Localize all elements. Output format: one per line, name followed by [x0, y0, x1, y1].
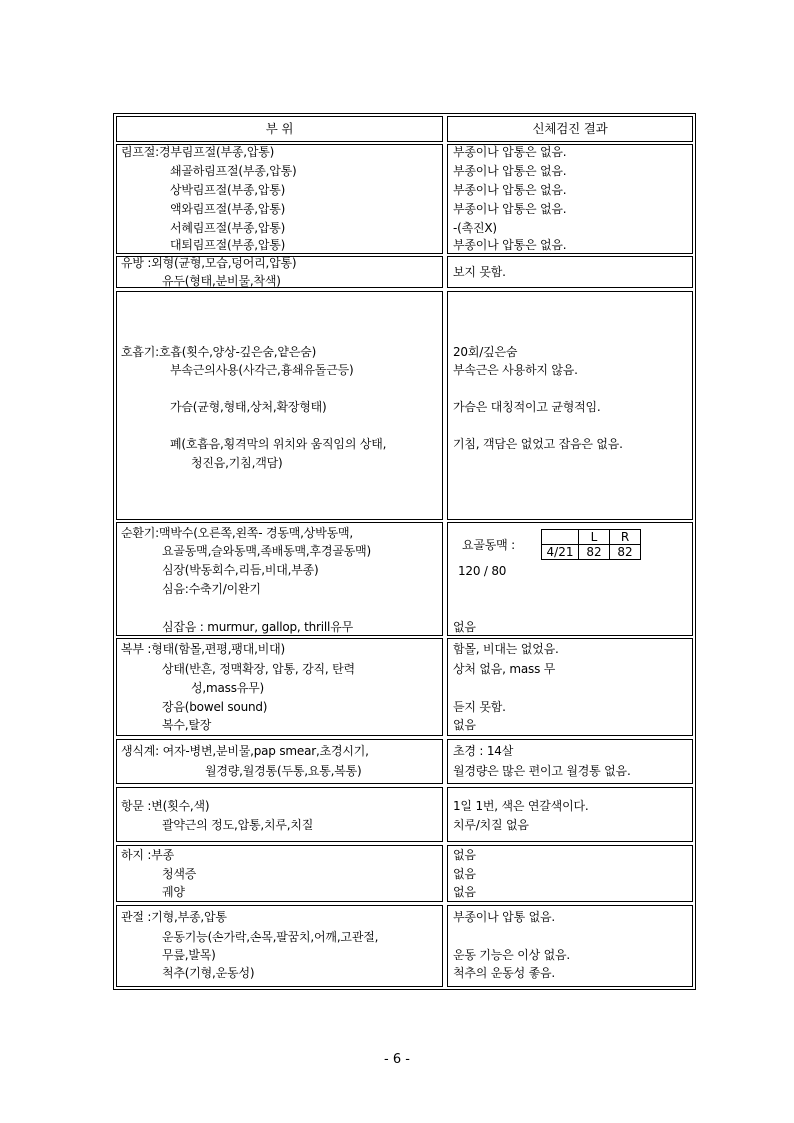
- lymph-left-line: 액와림프절(부종,압통): [170, 202, 286, 216]
- abd-right-line: 상처 없음, mass 무: [453, 662, 556, 676]
- limb-right-line: 없음: [453, 848, 476, 862]
- abd-left-line: 성,mass유무): [191, 681, 265, 695]
- anus-right-cell: [447, 787, 693, 842]
- joint-left-line: 척추(기형,운동성): [162, 966, 255, 980]
- abd-left-line: 복수,탈장: [162, 718, 212, 732]
- pulse-l-header: L: [579, 530, 610, 545]
- circ-left-line: 심음:수축기/이완기: [162, 582, 261, 596]
- pulse-r-value: 82: [610, 545, 641, 560]
- circ-left-line: 심잡음 : murmur, gallop, thrill유무: [162, 620, 353, 634]
- breast-right-line: 보지 못함.: [453, 265, 506, 279]
- resp-left-line: 가슴(균형,형태,상처,확장형태): [170, 400, 327, 414]
- anus-left-cell: [116, 787, 443, 842]
- radial-pulse-label: 요골동맥 :: [462, 538, 516, 552]
- murmur-result: 없음: [453, 620, 476, 634]
- abd-left-line: 복부 :형태(함몰,편평,팽대,비대): [121, 642, 285, 656]
- lymph-left-line: 상박림프절(부종,압통): [170, 183, 286, 197]
- anus-left-line: 괄약근의 정도,압통,치루,치질: [162, 818, 314, 832]
- abd-left-line: 장음(bowel sound): [162, 700, 268, 714]
- lymph-right-line: 부종이나 압통은 없음.: [453, 183, 567, 197]
- resp-left-line: 청진음,기침,객담): [191, 456, 283, 470]
- circ-left-line: 심장(박동회수,리듬,비대,부종): [162, 563, 319, 577]
- resp-left-line: 폐(호흡음,횡격막의 위치와 움직임의 상태,: [170, 437, 387, 451]
- lymph-right-line: 부종이나 압통은 없음.: [453, 238, 567, 252]
- page-number: - 6 -: [384, 1052, 410, 1067]
- resp-right-line: 기침, 객담은 없었고 잡음은 없음.: [453, 437, 623, 451]
- lymph-right-line: 부종이나 압통은 없음.: [453, 145, 567, 159]
- abd-right-line: 함몰, 비대는 없었음.: [453, 642, 559, 656]
- lymph-left-line: 서혜림프절(부종,압통): [170, 221, 286, 235]
- joint-right-line: 부종이나 압통 없음.: [453, 910, 555, 924]
- header-result: 신체검진 결과: [532, 121, 608, 136]
- lymph-right-line: 부종이나 압통은 없음.: [453, 202, 567, 216]
- resp-right-line: 부속근은 사용하지 않음.: [453, 363, 578, 377]
- circ-left-line: 요골동맥,슬와동맥,족배동맥,후경골동맥): [162, 544, 371, 558]
- pulse-corner: [542, 530, 579, 545]
- joint-left-line: 무릎,발목): [162, 948, 216, 962]
- abd-right-line: 듣지 못함.: [453, 700, 506, 714]
- limb-left-line: 궤양: [162, 885, 185, 899]
- resp-right-line: 가슴은 대칭적이고 균형적임.: [453, 400, 601, 414]
- pulse-r-header: R: [610, 530, 641, 545]
- limb-right-line: 없음: [453, 885, 476, 899]
- joint-left-line: 운동기능(손가락,손목,팔꿈치,어깨,고관절,: [162, 930, 379, 944]
- pulse-table: [541, 529, 641, 560]
- joint-left-line: 관절 :기형,부종,압통: [121, 910, 227, 924]
- lymph-left-line: 쇄골하림프절(부종,압통): [170, 164, 297, 178]
- repro-right-line: 월경량은 많은 편이고 월경통 없음.: [453, 764, 631, 778]
- pulse-l-value: 82: [579, 545, 610, 560]
- blood-pressure: 120 / 80: [458, 564, 507, 578]
- breast-left-line: 유두(형태,분비물,착색): [162, 274, 281, 288]
- lymph-left-line: 대퇴림프절(부종,압통): [170, 238, 286, 252]
- limb-right-cell: [447, 845, 693, 902]
- header-part: 부 위: [265, 121, 294, 136]
- breast-left-line: 유방 :외형(균형,모습,덩어리,압통): [121, 256, 297, 270]
- limb-left-line: 하지 :부종: [121, 848, 175, 862]
- abd-left-line: 상태(반흔, 정맥확장, 압통, 강직, 탄력: [162, 662, 355, 676]
- resp-left-line: 호흡기:호흡(횟수,양상-깊은숨,얕은숨): [121, 345, 317, 359]
- header-result-cell: [447, 116, 693, 142]
- joint-right-line: 척추의 운동성 좋음.: [453, 966, 555, 980]
- header-part-cell: [116, 116, 443, 142]
- pulse-date: 4/21: [542, 545, 579, 560]
- limb-right-line: 없음: [453, 867, 476, 881]
- lymph-right-line: 부종이나 압통은 없음.: [453, 164, 567, 178]
- repro-left-line: 생식계: 여자-병변,분비물,pap smear,초경시기,: [121, 744, 369, 758]
- limb-left-line: 청색증: [162, 867, 197, 881]
- lymph-right-line: -(촉진X): [453, 221, 497, 235]
- resp-left-line: 부속근의사용(사각근,흉쇄유돌근등): [170, 363, 354, 377]
- lymph-left-line: 림프절:경부림프절(부종,압통): [121, 145, 275, 159]
- abd-right-line: 없음: [453, 718, 476, 732]
- repro-left-line: 월경량,월경통(두통,요통,복통): [205, 764, 362, 778]
- anus-left-line: 항문 :변(횟수,색): [121, 799, 210, 813]
- joint-right-line: 운동 기능은 이상 없음.: [453, 948, 570, 962]
- repro-right-line: 초경 : 14살: [453, 744, 514, 758]
- anus-right-line: 치루/치질 없음: [453, 818, 529, 832]
- circ-left-line: 순환기:맥박수(오른쪽,왼쪽- 경동맥,상박동맥,: [121, 526, 353, 540]
- anus-right-line: 1일 1번, 색은 연갈색이다.: [453, 799, 589, 813]
- resp-right-line: 20회/깊은숨: [453, 345, 518, 359]
